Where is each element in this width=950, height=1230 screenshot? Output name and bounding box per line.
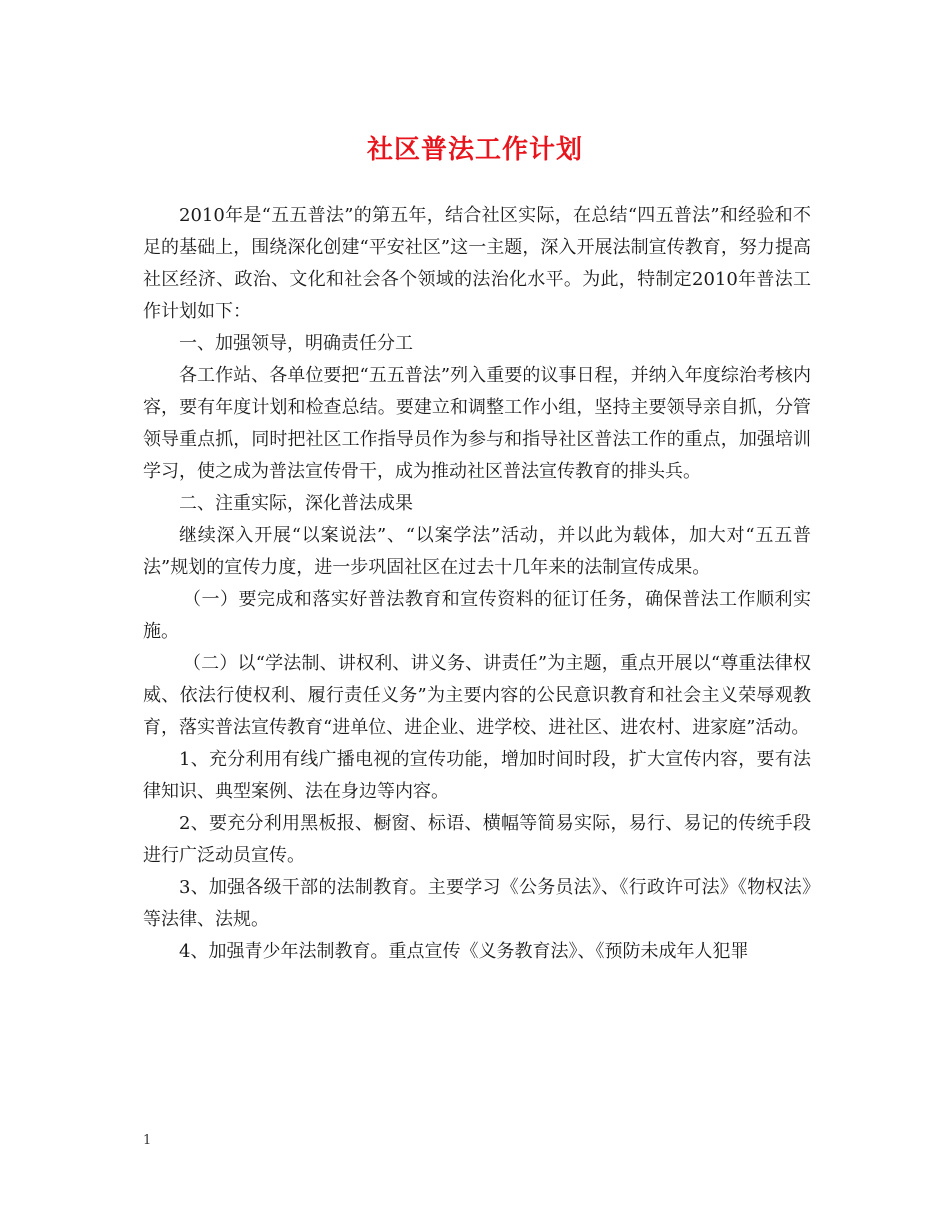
paragraph-point-2: 2、要充分利用黑板报、橱窗、标语、横幅等简易实际，易行、易记的传统手段进行广泛动员宣传。 [143,813,811,866]
paragraph-point-4: 4、加强青少年法制教育。重点宣传《义务教育法》、《预防未成年人犯罪 [179,941,749,962]
paragraph-intro: 2010年是“五五普法”的第五年，结合社区实际，在总结“四五普法”和经验和不足的基础上，围绕深化创建“平安社区”这一主题，深入开展法制宣传教育，努力提高社区经济、政治、文化和社会各个领域的法治化水平。为此，特制定2010年普法工作计划如下： [143,205,811,322]
document-body [143,200,811,968]
paragraph-section-2: 继续深入开展“以案说法”、“以案学法”活动，并以此为载体，加大对“五五普法”规划的宣传力度，进一步巩固社区在过去十几年来的法制宣传成果。 [143,525,811,578]
page-number: 1 [143,1133,152,1148]
heading-section-2: 二、注重实际，深化普法成果 [179,493,413,514]
paragraph-section-1: 各工作站、各单位要把“五五普法”列入重要的议事日程，并纳入年度综治考核内容，要有年度计划和检查总结。要建立和调整工作小组，坚持主要领导亲自抓，分管领导重点抓，同时把社区工作指导员作为参与和指导社区普法工作的重点，加强培训学习，使之成为普法宣传骨干，成为推动社区普法宣传教育的排头兵。 [143,365,811,482]
document-title: 社区普法工作计划 [366,135,583,165]
paragraph-item-2: （二）以“学法制、讲权利、讲义务、讲责任”为主题，重点开展以“尊重法律权威、依法行使权利、履行责任义务”为主要内容的公民意识教育和社会主义荣辱观教育，落实普法宣传教育“进单位、进企业、进学校、进社区、进农村、进家庭”活动。 [143,653,811,738]
heading-section-1: 一、加强领导，明确责任分工 [179,333,413,354]
paragraph-item-1: （一）要完成和落实好普法教育和宣传资料的征订任务，确保普法工作顺利实施。 [143,589,811,642]
paragraph-point-3: 3、加强各级干部的法制教育。主要学习《公务员法》、《行政许可法》《物权法》等法律、法规。 [143,877,811,930]
paragraph-point-1: 1、充分利用有线广播电视的宣传功能，增加时间时段，扩大宣传内容，要有法律知识、典型案例、法在身边等内容。 [143,749,811,802]
